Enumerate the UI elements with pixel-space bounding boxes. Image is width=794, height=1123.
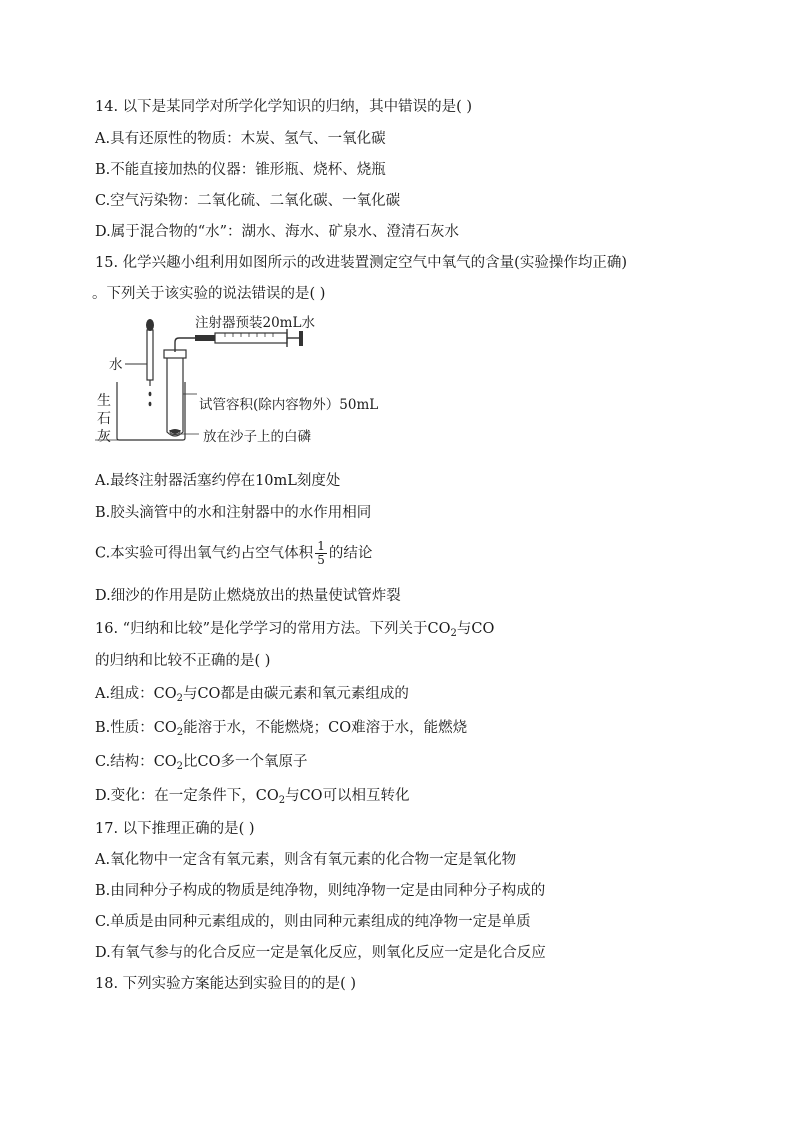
q14-option-b: B.不能直接加热的仪器：锥形瓶、烧杯、烧瓶 — [95, 162, 386, 178]
q15-option-a: A.最终注射器活塞约停在10mL刻度处 — [95, 473, 341, 489]
q17-option-a: A.氧化物中一定含有氧元素，则含有氧元素的化合物一定是氧化物 — [95, 852, 517, 868]
q16-stem-line1: 16. “归纳和比较”是化学学习的常用方法。下列关于$CO_2$与CO — [95, 621, 495, 639]
test-tube-volume-label: 试管容积(除内容物外）50mL — [199, 397, 379, 413]
q16-option-b: B.性质：$CO_2$能溶于水，不能燃烧；CO难溶于水，能燃烧 — [95, 720, 468, 738]
water-drop — [149, 402, 152, 406]
q14-option-d: D.属于混合物的“水”：湖水、海水、矿泉水、澄清石灰水 — [95, 224, 460, 240]
quicklime-label: 生石灰 — [97, 393, 111, 445]
test-tube — [167, 356, 183, 436]
q16-option-a: A.组成：$CO_2$与CO都是由碳元素和氧元素组成的 — [95, 686, 409, 704]
phosphorus-label: 放在沙子上的白磷 — [203, 429, 311, 445]
q14-stem: 14. 以下是某同学对所学化学知识的归纳，其中错误的是( ) — [95, 99, 473, 115]
q14-option-c: C.空气污染物：二氧化硫、二氧化碳、一氧化碳 — [95, 193, 401, 209]
plunger-head — [299, 331, 303, 346]
q15-stem-line1: 15. 化学兴趣小组利用如图所示的改进装置测定空气中氧气的含量(实验操作均正确) — [95, 255, 627, 271]
q15-option-d: D.细沙的作用是防止燃烧放出的热量使试管炸裂 — [95, 588, 401, 604]
q16-option-d: D.变化：在一定条件下，$CO_2$与CO可以相互转化 — [95, 788, 410, 806]
dropper-bulb — [146, 319, 154, 331]
syringe-label: 注射器预装20mL水 — [195, 315, 315, 331]
q17-option-c: C.单质是由同种元素组成的，则由同种元素组成的纯净物一定是单质 — [95, 914, 531, 930]
water-label: 水 — [109, 357, 123, 373]
q15-option-b: B.胶头滴管中的水和注射器中的水作用相同 — [95, 505, 372, 521]
q15-stem-line2: 。下列关于该实验的说法错误的是( ) — [92, 286, 326, 302]
rubber-connector — [195, 335, 215, 341]
syringe-barrel — [215, 333, 287, 343]
water-drop — [149, 392, 152, 396]
q15-option-c: C.本实验可得出氧气约占空气体积 $\frac{1}{5}$ 的结论 — [95, 539, 373, 567]
q14-option-a: A.具有还原性的物质：木炭、氢气、一氧化碳 — [95, 131, 386, 147]
q17-stem: 17. 以下推理正确的是( ) — [95, 821, 255, 837]
q17-option-b: B.由同种分子构成的物质是纯净物，则纯净物一定是由同种分子构成的 — [95, 883, 546, 899]
dropper-tube — [147, 330, 153, 380]
one-fifth-fraction: $\frac{1}{5}$ — [317, 539, 325, 567]
q15-apparatus-figure — [95, 312, 415, 460]
q17-option-d: D.有氧气参与的化合反应一定是氧化反应，则氧化反应一定是化合反应 — [95, 945, 546, 961]
q16-option-c: C.结构：$CO_2$比CO多一个氧原子 — [95, 754, 308, 772]
q18-stem: 18. 下列实验方案能达到实验目的的是( ) — [95, 976, 357, 992]
q16-stem-line2: 的归纳和比较不正确的是( ) — [95, 653, 271, 669]
